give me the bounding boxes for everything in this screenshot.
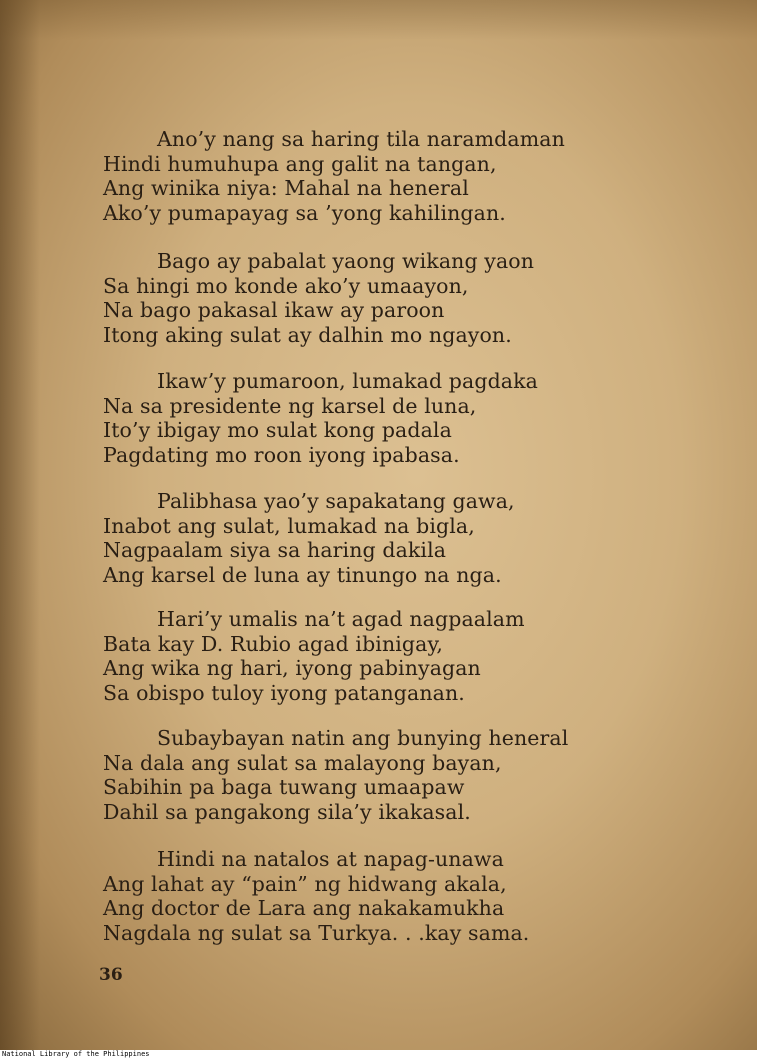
verse-line: Na bago pakasal ikaw ay paroon: [103, 298, 445, 322]
verse-line: Ano’y nang sa haring tila naramdaman: [157, 127, 565, 151]
verse-line: Sa obispo tuloy iyong patanganan.: [103, 680, 465, 705]
verse-line: Pagdating mo roon iyong ipabasa.: [103, 442, 460, 467]
verse-line: Ito’y ibigay mo sulat kong padala: [103, 418, 452, 442]
stanza-1: [103, 127, 565, 225]
verse-line: Ang doctor de Lara ang nakakamukha: [103, 896, 505, 920]
verse-line: Sa hingi mo konde ako’y umaayon,: [103, 273, 469, 298]
verse-line: Ikaw’y pumaroon, lumakad pagdaka: [157, 369, 538, 393]
verse-line: Inabot ang sulat, lumakad na bigla,: [103, 513, 475, 538]
verse-line: Ako’y pumapayag sa ’yong kahilingan.: [103, 200, 506, 225]
verse-line: Hari’y umalis na’t agad nagpaalam: [157, 607, 525, 631]
verse-line: Palibhasa yao’y sapakatang gawa,: [157, 489, 515, 513]
stanza-4: [103, 489, 515, 587]
stanza-5: [103, 607, 525, 705]
library-footer: National Library of the Philippines: [2, 1050, 150, 1058]
verse-line: Ang wika ng hari, iyong pabinyagan: [103, 656, 481, 680]
verse-line: Ang winika niya: Mahal na heneral: [103, 176, 469, 200]
verse-line: Sabihin pa baga tuwang umaapaw: [103, 775, 465, 799]
verse-line: Nagdala ng sulat sa Turkya. . .kay sama.: [103, 920, 530, 945]
verse-line: Subaybayan natin ang bunying heneral: [157, 726, 569, 750]
verse-line: Ang karsel de luna ay tinungo na nga.: [103, 562, 502, 587]
page-number: 36: [99, 965, 123, 985]
verse-line: Ang lahat ay “pain” ng hidwang akala,: [103, 871, 507, 896]
verse-line: Itong aking sulat ay dalhin mo ngayon.: [103, 322, 512, 347]
verse-line: Nagpaalam siya sa haring dakila: [103, 538, 447, 562]
verse-line: Dahil sa pangakong sila’y ikakasal.: [103, 799, 471, 824]
verse-line: Hindi na natalos at napag-unawa: [157, 847, 504, 871]
stanza-3: [103, 369, 538, 467]
stanza-2: [103, 249, 534, 347]
verse-line: Bata kay D. Rubio agad ibinigay,: [103, 631, 444, 656]
verse-line: Hindi humuhupa ang galit na tangan,: [103, 151, 497, 176]
verse-line: Na dala ang sulat sa malayong bayan,: [103, 750, 502, 775]
verse-line: Bago ay pabalat yaong wikang yaon: [157, 249, 535, 273]
verse-line: Na sa presidente ng karsel de luna,: [103, 393, 477, 418]
stanza-7: [103, 847, 529, 945]
stanza-6: [103, 726, 568, 824]
